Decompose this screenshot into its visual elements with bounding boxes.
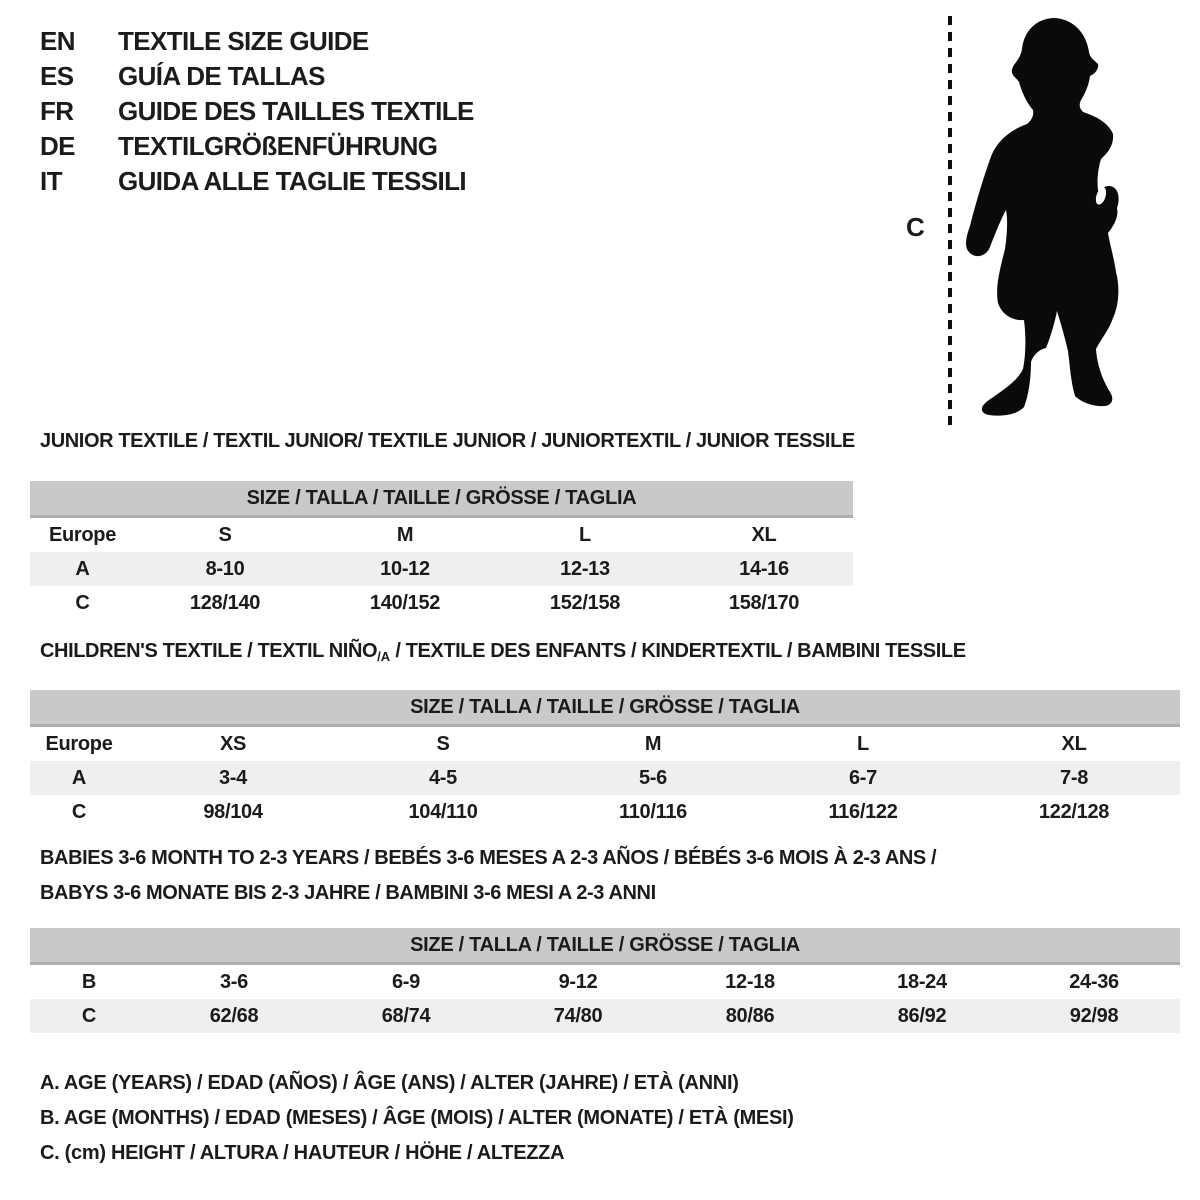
- row-label-cell: Europe: [45, 732, 113, 755]
- baby-figure: [900, 10, 1186, 434]
- size-cell: S: [218, 523, 232, 546]
- table-header-row: [30, 481, 853, 517]
- size-cell: S: [436, 732, 450, 755]
- children-title-subscript: /A: [377, 649, 391, 664]
- table-header-row: [30, 690, 1180, 726]
- table-row-height: [30, 795, 1180, 829]
- language-code: DE: [40, 131, 75, 161]
- table-row-europe: [30, 726, 1180, 762]
- value-cell: 86/92: [836, 999, 1008, 1033]
- size-cell: L: [579, 523, 591, 546]
- table-row-europe: [30, 517, 853, 553]
- value-cell: 62/68: [148, 999, 320, 1033]
- language-title: GUÍA DE TALLAS: [118, 61, 325, 91]
- value-cell: 128/140: [189, 591, 261, 614]
- value-cell: 80/86: [664, 999, 836, 1033]
- language-code: EN: [40, 26, 75, 56]
- row-label-cell: A: [30, 761, 128, 795]
- value-cell: 8-10: [135, 552, 315, 586]
- value-cell: 10-12: [315, 552, 495, 586]
- value-cell: 9-12: [558, 970, 598, 993]
- children-section-title: [40, 640, 966, 664]
- junior-section-title: JUNIOR TEXTILE / TEXTIL JUNIOR/ TEXTILE JUNIOR / JUNIORTEXTIL / JUNIOR TESSILE: [40, 430, 855, 452]
- language-code: IT: [40, 166, 62, 196]
- babies-size-table: [30, 928, 1180, 1033]
- value-cell: 3-4: [128, 761, 338, 795]
- height-measure-label: C: [906, 212, 925, 242]
- language-code: FR: [40, 96, 74, 126]
- language-row-de: [40, 129, 474, 164]
- language-row-es: [40, 59, 474, 94]
- value-cell: 6-7: [758, 761, 968, 795]
- value-cell: 12-13: [495, 552, 675, 586]
- children-size-table: [30, 690, 1180, 829]
- value-cell: 6-9: [391, 970, 420, 993]
- size-cell: M: [396, 523, 414, 546]
- table-header-row: [30, 928, 1180, 964]
- value-cell: 110/116: [619, 800, 687, 823]
- language-title: GUIDE DES TAILLES TEXTILE: [118, 96, 474, 126]
- value-cell: 104/110: [408, 800, 478, 823]
- babies-section-title-line1: BABIES 3-6 MONTH TO 2-3 YEARS / BEBÉS 3-6 MESES A 2-3 AÑOS / BÉBÉS 3-6 MOIS À 2-3 ANS /: [40, 847, 937, 869]
- language-title: TEXTILGRÖßENFÜHRUNG: [118, 131, 438, 161]
- value-cell: 74/80: [492, 999, 664, 1033]
- language-title-list: [40, 24, 474, 199]
- table-row-height: [30, 999, 1180, 1033]
- value-cell: 4-5: [338, 761, 548, 795]
- row-label-cell: Europe: [48, 523, 117, 546]
- size-header-bar: SIZE / TALLA / TAILLE / GRÖSSE / TAGLIA: [30, 928, 1180, 964]
- value-cell: 24-36: [1069, 970, 1119, 993]
- value-cell: 3-6: [219, 970, 248, 993]
- value-cell: 122/128: [1038, 800, 1110, 823]
- size-cell: XS: [219, 732, 247, 755]
- table-row-age: [30, 552, 853, 586]
- row-label-cell: A: [30, 552, 135, 586]
- junior-size-table: [30, 481, 853, 620]
- row-label-cell: C: [30, 999, 148, 1033]
- language-row-it: [40, 164, 474, 199]
- table-row-age: [30, 761, 1180, 795]
- table-row-height: [30, 586, 853, 620]
- value-cell: 5-6: [548, 761, 758, 795]
- legend-note-c: C. (cm) HEIGHT / ALTURA / HAUTEUR / HÖHE / ALTEZZA: [40, 1142, 565, 1164]
- language-row-en: [40, 24, 474, 59]
- value-cell: 158/170: [728, 591, 800, 614]
- value-cell: 92/98: [1008, 999, 1180, 1033]
- children-title-text: / TEXTILE DES ENFANTS / KINDERTEXTIL / BAMBINI TESSILE: [390, 640, 966, 662]
- babies-section-title-line2: BABYS 3-6 MONATE BIS 2-3 JAHRE / BAMBINI 3-6 MESI A 2-3 ANNI: [40, 882, 656, 904]
- value-cell: 18-24: [897, 970, 947, 993]
- row-label-cell: B: [81, 970, 97, 993]
- value-cell: 140/152: [369, 591, 441, 614]
- legend-note-b: B. AGE (MONTHS) / EDAD (MESES) / ÂGE (MOIS) / ALTER (MONATE) / ETÀ (MESI): [40, 1107, 794, 1129]
- language-code: ES: [40, 61, 74, 91]
- value-cell: 98/104: [203, 800, 263, 823]
- legend-note-a: A. AGE (YEARS) / EDAD (AÑOS) / ÂGE (ANS) / ALTER (JAHRE) / ETÀ (ANNI): [40, 1072, 739, 1094]
- value-cell: 7-8: [968, 761, 1180, 795]
- size-cell: XL: [751, 523, 777, 546]
- baby-silhouette-icon: [900, 10, 1186, 434]
- value-cell: 116/122: [828, 800, 898, 823]
- size-cell: L: [857, 732, 869, 755]
- value-cell: 152/158: [549, 591, 621, 614]
- language-row-fr: [40, 94, 474, 129]
- row-label-cell: C: [75, 591, 90, 614]
- value-cell: 68/74: [320, 999, 492, 1033]
- size-header-bar: SIZE / TALLA / TAILLE / GRÖSSE / TAGLIA: [30, 481, 853, 517]
- value-cell: 14-16: [675, 552, 853, 586]
- row-label-cell: C: [71, 800, 87, 823]
- children-title-text: CHILDREN'S TEXTILE / TEXTIL NIÑO: [40, 640, 378, 662]
- size-cell: M: [644, 732, 662, 755]
- language-title: GUIDA ALLE TAGLIE TESSILI: [118, 166, 467, 196]
- size-header-bar: SIZE / TALLA / TAILLE / GRÖSSE / TAGLIA: [30, 690, 1180, 726]
- size-cell: XL: [1061, 732, 1087, 755]
- value-cell: 12-18: [725, 970, 775, 993]
- language-title: TEXTILE SIZE GUIDE: [118, 26, 369, 56]
- table-row-months: [30, 964, 1180, 1000]
